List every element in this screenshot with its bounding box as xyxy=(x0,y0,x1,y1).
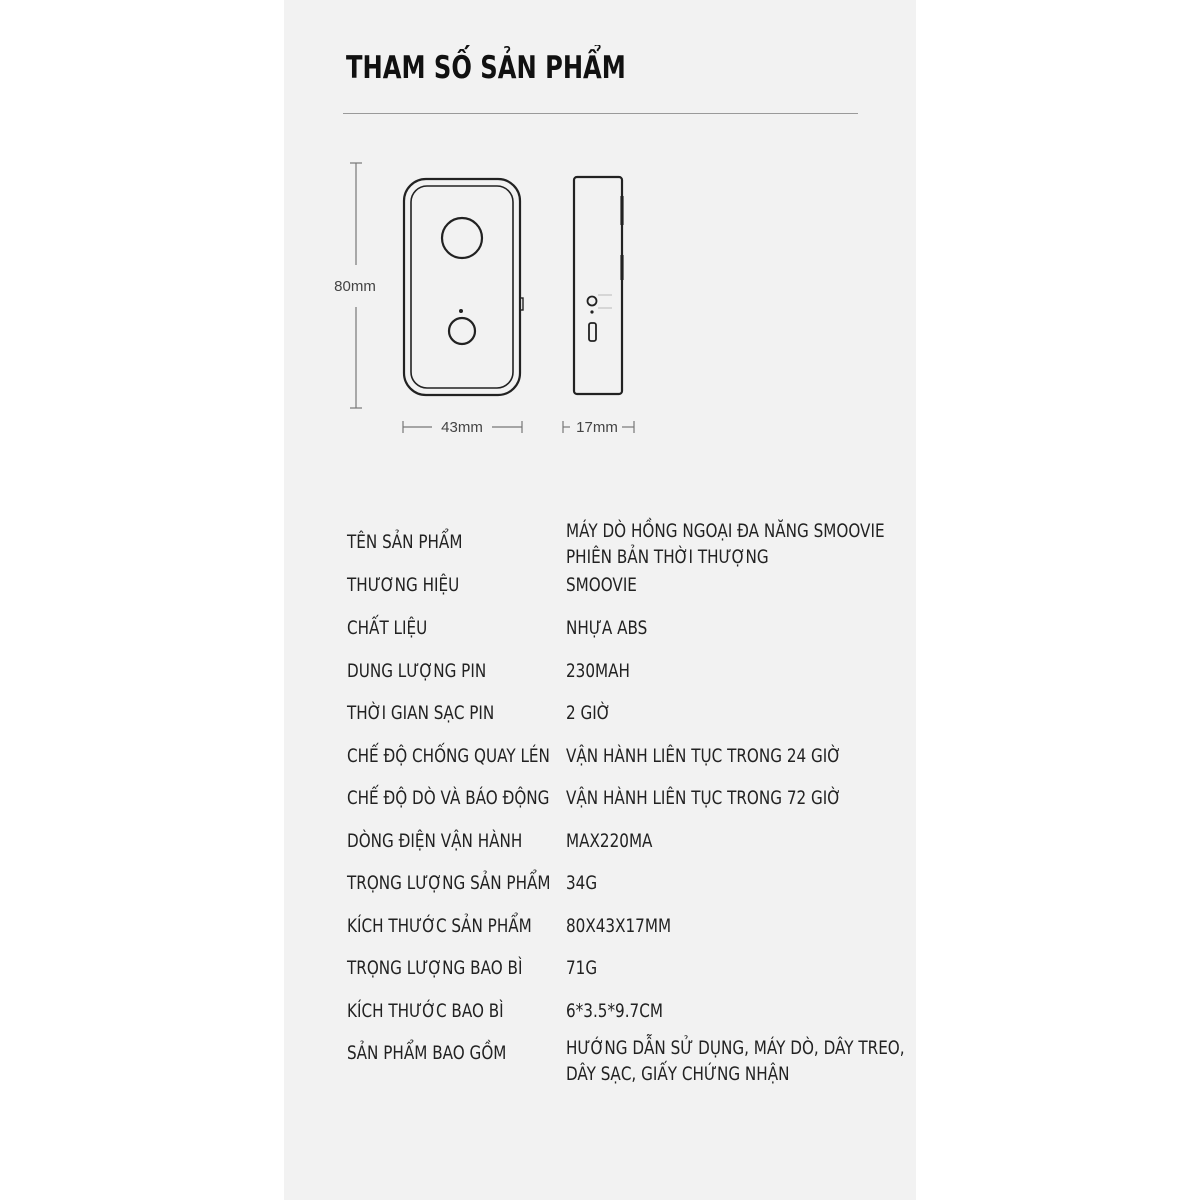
spec-label: KÍCH THƯỚC SẢN PHẨM xyxy=(347,915,532,937)
depth-label: 17mm xyxy=(576,419,618,436)
width-label: 43mm xyxy=(441,419,483,436)
spec-label: CHẾ ĐỘ DÒ VÀ BÁO ĐỘNG xyxy=(347,787,550,809)
lens-icon xyxy=(442,218,482,258)
device-dimension-diagram xyxy=(0,0,1200,480)
spec-value: NHỰA ABS xyxy=(566,617,648,639)
device-side-view xyxy=(574,177,622,394)
spec-label: DÒNG ĐIỆN VẬN HÀNH xyxy=(347,830,523,852)
spec-value: 2 GIỜ xyxy=(566,702,611,724)
spec-label: THƯƠNG HIỆU xyxy=(347,574,460,596)
spec-label: CHẾ ĐỘ CHỐNG QUAY LÉN xyxy=(347,745,550,767)
device-front-view xyxy=(404,179,523,395)
spec-value: MÁY DÒ HỒNG NGOẠI ĐA NĂNG SMOOVIE PHIÊN BẢN THỜI THƯỢNG xyxy=(566,520,885,568)
usb-port-icon xyxy=(589,323,596,341)
spec-label: DUNG LƯỢNG PIN xyxy=(347,660,487,682)
page-title: THAM SỐ SẢN PHẨM xyxy=(346,50,626,86)
spec-label: THỜI GIAN SẠC PIN xyxy=(347,702,495,724)
spec-value: 71G xyxy=(566,957,598,979)
indicator-led-icon xyxy=(459,309,463,313)
spec-value: 34G xyxy=(566,872,598,894)
spec-value: HƯỚNG DẪN SỬ DỤNG, MÁY DÒ, DÂY TREO, DÂY SẠC, GIẤY CHỨNG NHẬN xyxy=(566,1037,905,1085)
spec-label: SẢN PHẨM BAO GỒM xyxy=(347,1042,507,1064)
spec-label: TRỌNG LƯỢNG BAO BÌ xyxy=(347,957,523,979)
spec-value: VẬN HÀNH LIÊN TỤC TRONG 72 GIỜ xyxy=(566,787,842,809)
spec-value: 80X43X17MM xyxy=(566,915,672,937)
spec-value: 230MAH xyxy=(566,660,630,682)
spec-value: 6*3.5*9.7CM xyxy=(566,1000,663,1022)
spec-label: CHẤT LIỆU xyxy=(347,617,428,639)
spec-value: MAX220MA xyxy=(566,830,653,852)
spec-label: KÍCH THƯỚC BAO BÌ xyxy=(347,1000,504,1022)
spec-value: VẬN HÀNH LIÊN TỤC TRONG 24 GIỜ xyxy=(566,745,842,767)
spec-value: SMOOVIE xyxy=(566,574,637,596)
power-button-icon xyxy=(449,318,475,344)
mode-switch-icon xyxy=(588,297,597,306)
height-label: 80mm xyxy=(334,278,376,295)
spec-label: TRỌNG LƯỢNG SẢN PHẨM xyxy=(347,872,551,894)
spec-label: TÊN SẢN PHẨM xyxy=(347,531,463,553)
